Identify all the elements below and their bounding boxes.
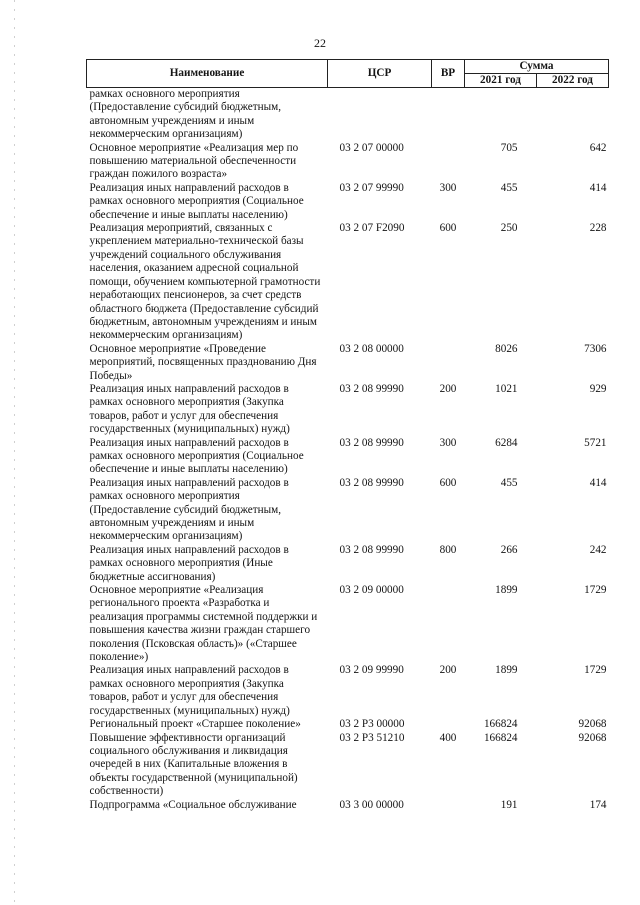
- row-sum-2022: 228: [589, 222, 607, 235]
- row-sum-2021: 166824: [483, 731, 518, 744]
- table-body: [87, 88, 609, 812]
- row-csr: 03 2 07 99990: [339, 181, 404, 194]
- row-sum-2021: [465, 88, 537, 142]
- row-sum-2022: 414: [589, 476, 607, 489]
- table-row: [87, 544, 609, 584]
- row-name: Реализация иных направлений расходов в рамках основного мероприятия (Предоставление субсидий бюджетным, автономным учреждениям и иным некоммерческим организациям): [89, 476, 289, 543]
- row-csr: 03 2 07 F2090: [339, 222, 405, 235]
- row-vr: [432, 799, 465, 812]
- budget-table: [86, 59, 609, 812]
- header-year-2021: 2021 год: [465, 74, 537, 88]
- row-sum-2022: 92068: [578, 718, 607, 731]
- table-row: [87, 584, 609, 664]
- row-name: Реализация мероприятий, связанных с укреплением материально-технической базы учреждений социального обслуживания населения, оказанием адресной социальной помощи, обучением компьютерной грамотности неработающих пенсионеров, за счет средств областного бюджета (Предоставление субсидий бюджетным, автономным учреждениям и иным некоммерческим организациям): [89, 222, 321, 342]
- table-row: [87, 182, 609, 222]
- scan-margin-marks: [14, 0, 15, 905]
- row-sum-2022: 642: [589, 141, 607, 154]
- row-sum-2021: 1899: [495, 584, 518, 597]
- row-sum-2021: 8026: [495, 342, 518, 355]
- row-sum-2022: 414: [589, 181, 607, 194]
- row-name: Реализация иных направлений расходов в рамках основного мероприятия (Закупка товаров, работ и услуг для обеспечения государственных (муниципальных) нужд): [89, 382, 290, 436]
- table-row: [87, 799, 609, 812]
- page-number: 22: [314, 36, 326, 50]
- row-csr: 03 2 08 00000: [339, 342, 404, 355]
- table-row: [87, 383, 609, 437]
- row-name: Региональный проект «Старшее поколение»: [89, 718, 301, 731]
- row-vr: 300: [439, 436, 457, 449]
- row-vr: 600: [439, 222, 457, 235]
- row-csr: 03 2 07 00000: [339, 141, 404, 154]
- header-vr: ВР: [432, 60, 465, 88]
- row-sum-2021: 166824: [483, 718, 518, 731]
- row-sum-2022: 5721: [584, 436, 607, 449]
- row-sum-2022: 242: [589, 543, 607, 556]
- row-vr: [432, 142, 465, 182]
- table-row: [87, 437, 609, 477]
- header-sum: Сумма: [465, 60, 609, 74]
- row-sum-2021: 1021: [495, 382, 518, 395]
- row-vr: [432, 718, 465, 731]
- row-csr: 03 2 08 99990: [339, 543, 404, 556]
- row-sum-2022: 1729: [584, 584, 607, 597]
- row-csr: 03 2 09 99990: [339, 664, 404, 677]
- table-row: [87, 222, 609, 343]
- row-sum-2021: 455: [500, 181, 518, 194]
- row-name: Реализация иных направлений расходов в рамках основного мероприятия (Иные бюджетные ассигнования): [89, 543, 289, 583]
- row-sum-2021: 6284: [495, 436, 518, 449]
- row-sum-2021: 191: [500, 798, 518, 811]
- header-year-2022: 2022 год: [537, 74, 609, 88]
- row-vr: [432, 343, 465, 383]
- row-name: Реализация иных направлений расходов в рамках основного мероприятия (Социальное обеспечение и иные выплаты населению): [89, 436, 304, 476]
- row-sum-2021: 1899: [495, 664, 518, 677]
- row-sum-2021: 266: [500, 543, 518, 556]
- row-name: Основное мероприятие «Реализация мер по повышению материальной обеспеченности граждан пожилого возраста»: [89, 141, 299, 181]
- table-row: [87, 732, 609, 799]
- table-header: [87, 60, 609, 88]
- row-name: Подпрограмма «Социальное обслуживание: [89, 798, 297, 811]
- row-name: Реализация иных направлений расходов в рамках основного мероприятия (Закупка товаров, работ и услуг для обеспечения государственных (муниципальных) нужд): [89, 664, 290, 717]
- row-name: Реализация иных направлений расходов в рамках основного мероприятия (Социальное обеспечение и иные выплаты населению): [89, 181, 304, 221]
- row-csr: 03 2 P3 51210: [339, 731, 405, 744]
- row-csr: 03 3 00 00000: [339, 798, 404, 811]
- row-sum-2022: 174: [589, 798, 607, 811]
- row-name: рамках основного мероприятия (Предоставление субсидий бюджетным, автономным учреждениям и иным некоммерческим организациям): [89, 88, 282, 141]
- row-csr: 03 2 09 00000: [339, 584, 404, 597]
- row-sum-2022: 1729: [584, 664, 607, 677]
- row-vr: 400: [439, 731, 457, 744]
- row-csr: 03 2 08 99990: [339, 476, 404, 489]
- table-row: [87, 664, 609, 718]
- row-vr: 600: [439, 476, 457, 489]
- row-csr: 03 2 08 99990: [339, 382, 404, 395]
- table-row: [87, 718, 609, 731]
- row-vr: [432, 584, 465, 664]
- row-vr: [432, 88, 465, 142]
- table-row: [87, 477, 609, 544]
- row-vr: 800: [439, 543, 457, 556]
- table-row: [87, 142, 609, 182]
- row-sum-2022: 929: [589, 382, 607, 395]
- row-vr: 200: [439, 382, 457, 395]
- row-name: Повышение эффективности организаций социального обслуживания и ликвидация очередей в них (Капитальные вложения в объекты государственной (муниципальной) собственности): [89, 731, 298, 798]
- row-name: Основное мероприятие «Реализация регионального проекта «Разработка и реализация программы системной поддержки и повышения качества жизни граждан старшего поколения (Псковская область)» («Старшее поколение»): [89, 584, 318, 664]
- row-vr: 300: [439, 181, 457, 194]
- row-csr: [328, 88, 432, 142]
- row-csr: 03 2 P3 00000: [339, 718, 405, 731]
- header-csr: ЦСР: [328, 60, 432, 88]
- row-sum-2021: 455: [500, 476, 518, 489]
- row-sum-2022: [537, 88, 609, 142]
- row-sum-2022: 7306: [584, 342, 607, 355]
- row-sum-2021: 250: [500, 222, 518, 235]
- row-sum-2022: 92068: [578, 731, 607, 744]
- header-name: Наименование: [87, 60, 328, 88]
- row-sum-2021: 705: [500, 141, 518, 154]
- table-row: [87, 343, 609, 383]
- row-name: Основное мероприятие «Проведение мероприятий, посвященных празднованию Дня Победы»: [89, 342, 317, 382]
- row-vr: 200: [439, 664, 457, 677]
- table-row: [87, 88, 609, 142]
- row-csr: 03 2 08 99990: [339, 436, 404, 449]
